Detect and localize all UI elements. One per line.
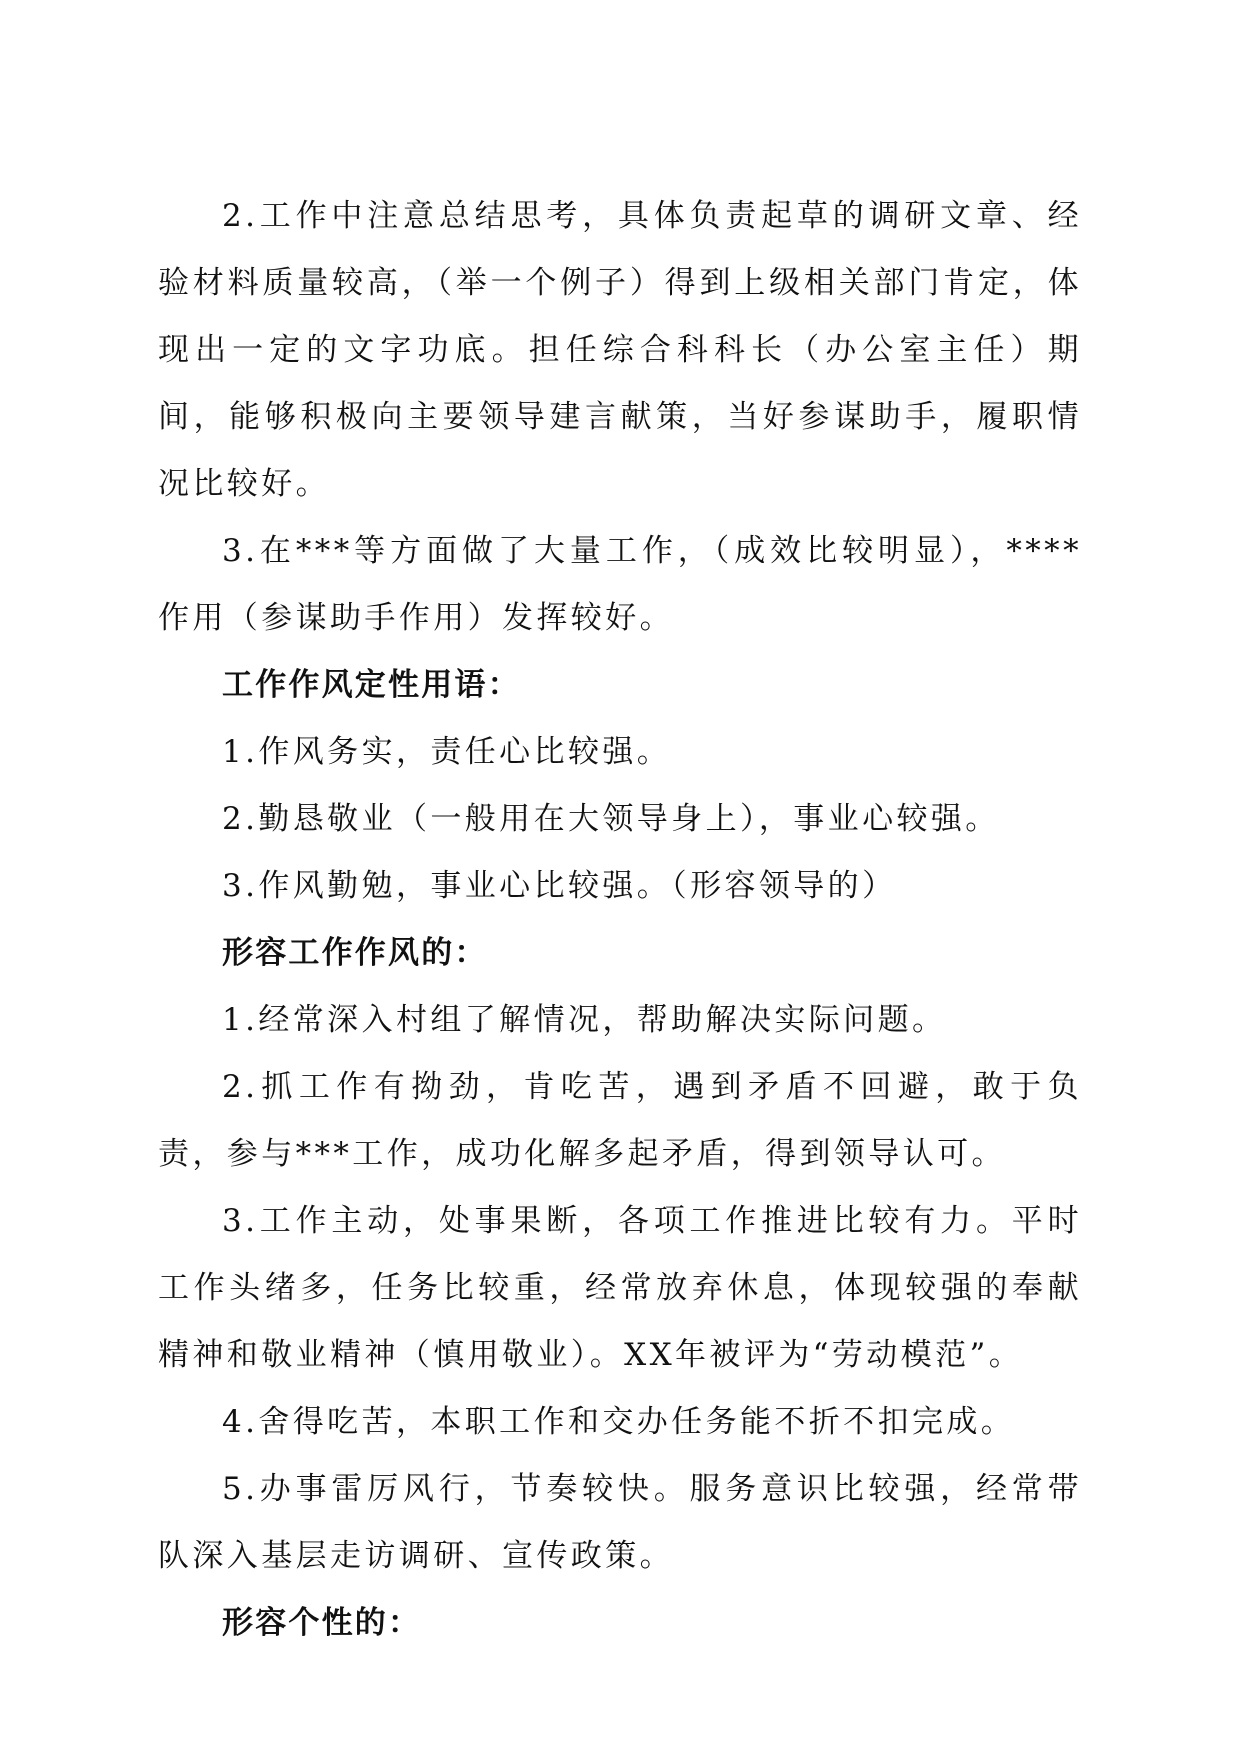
heading-describe-personality: 形容个性的：	[222, 1605, 422, 1641]
list-item: 3.作风勤勉，事业心比较强。（形容领导的）	[222, 868, 897, 904]
list-item: 1.作风务实，责任心比较强。	[222, 734, 672, 770]
list-item: 4.舍得吃苦，本职工作和交办任务能不折不扣完成。	[222, 1404, 1016, 1440]
heading-work-style-terms: 工作作风定性用语：	[222, 667, 521, 703]
list-item: 2.勤恳敬业（一般用在大领导身上），事业心较强。	[222, 801, 1000, 837]
paragraph-work-achievements: 3.在***等方面做了大量工作，（成效比较明显），****作用（参谋助手作用）发挥较好。	[158, 533, 1082, 636]
paragraph-work-summary: 2.工作中注意总结思考，具体负责起草的调研文章、经验材料质量较高，（举一个例子）得到上级相关部门肯定，体现出一定的文字功底。担任综合科科长（办公室主任）期间，能够积极向主要领导建言献策，当好参谋助手，履职情况比较好。	[158, 198, 1082, 502]
heading-describe-work-style: 形容工作作风的：	[222, 935, 488, 971]
list-item: 5.办事雷厉风行，节奏较快。服务意识比较强，经常带队深入基层走访调研、宣传政策。	[158, 1471, 1082, 1574]
list-item: 2.抓工作有拗劲，肯吃苦，遇到矛盾不回避，敢于负责，参与***工作，成功化解多起矛盾，得到领导认可。	[158, 1069, 1082, 1172]
document-body	[158, 183, 1082, 1657]
list-item: 3.工作主动，处事果断，各项工作推进比较有力。平时工作头绪多，任务比较重，经常放弃休息，体现较强的奉献精神和敬业精神（慎用敬业）。XX年被评为“劳动模范”。	[158, 1203, 1082, 1373]
list-item: 1.经常深入村组了解情况，帮助解决实际问题。	[222, 1002, 947, 1038]
